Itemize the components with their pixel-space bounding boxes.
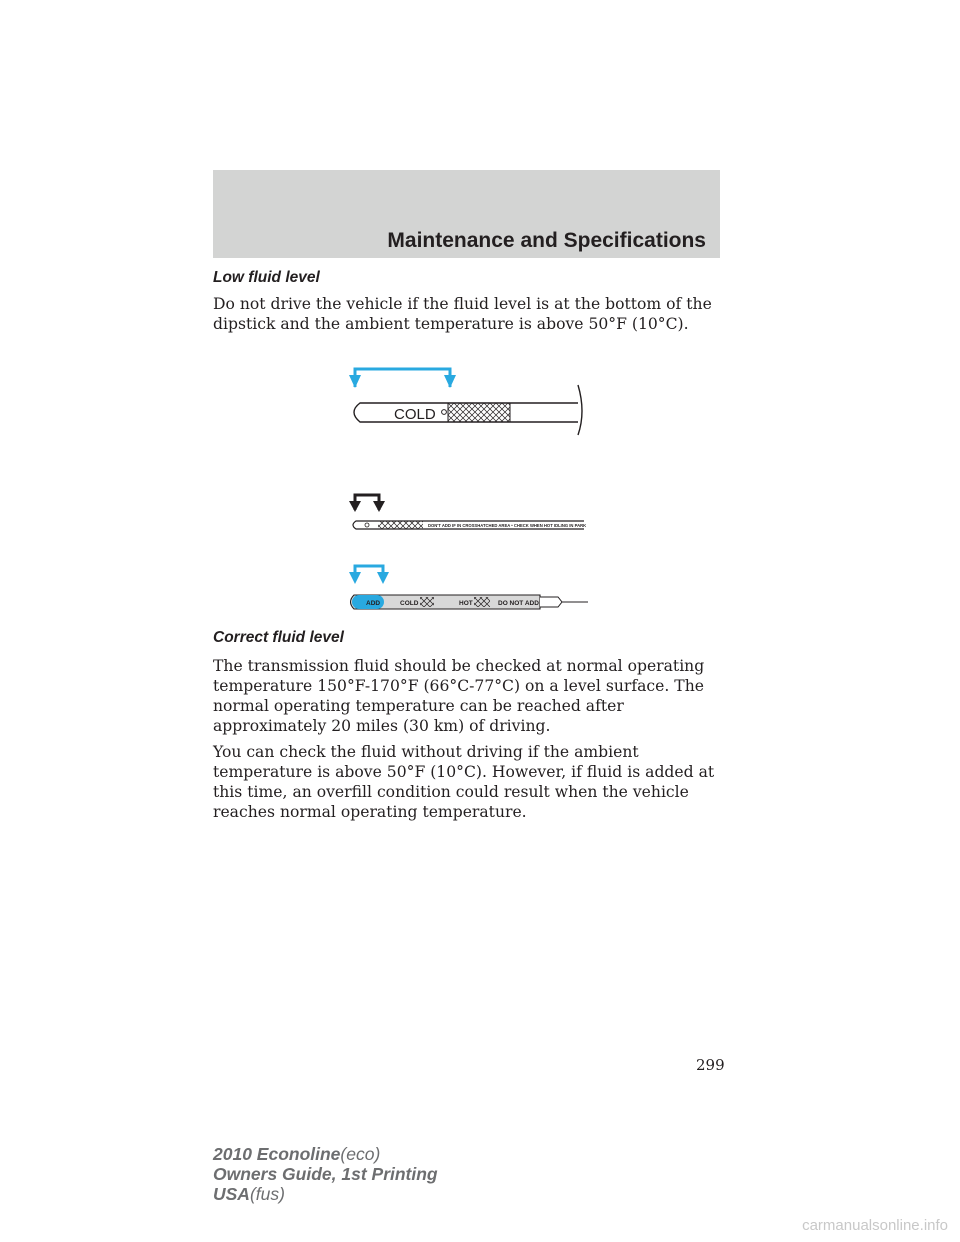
- dipstick-illustration: [340, 355, 600, 615]
- correct-fluid-paragraph-2: You can check the fluid without driving if the ambient temperature is above 50°F (10°C). However, if fluid is added at this time, an overfill condition could result when the vehicle reaches normal operating temperature.: [213, 743, 715, 821]
- low-level-indicator-arrow: [355, 369, 450, 387]
- footer-model: 2010 Econoline: [213, 1144, 341, 1164]
- dipstick-crosshatch-view: [349, 495, 586, 529]
- correct-fluid-heading: Correct fluid level: [213, 629, 344, 646]
- low-fluid-heading: Low fluid level: [213, 269, 320, 286]
- watermark: carmanualsonline.info: [802, 1217, 948, 1234]
- dipstick-range-view: [349, 566, 588, 609]
- arrow-head-right: [444, 375, 456, 388]
- cold-range-label: COLD: [400, 600, 419, 607]
- crosshatched-area: [448, 403, 510, 422]
- section-title: Maintenance and Specifications: [387, 229, 706, 252]
- do-not-add-label: DO NOT ADD: [498, 600, 539, 607]
- add-label: ADD: [366, 600, 381, 607]
- dipstick-cold-view: [349, 369, 582, 435]
- hot-range-label: HOT: [459, 600, 473, 607]
- footer-line-2: Owners Guide, 1st Printing: [213, 1164, 438, 1184]
- section-header-band: [213, 170, 720, 258]
- dipstick-instruction-label: DON'T ADD IF IN CROSSHATCHED AREA • CHECK WHEN HOT IDLING IN PARK: [428, 523, 587, 528]
- footer-country-code: (fus): [249, 1184, 285, 1204]
- footer-line-1: [213, 1144, 438, 1164]
- footer-line-3: [213, 1184, 438, 1204]
- footer-country: USA: [213, 1184, 250, 1204]
- arrow-head-left: [349, 375, 361, 388]
- page-number: 299: [696, 1056, 725, 1074]
- low-fluid-paragraph: Do not drive the vehicle if the fluid level is at the bottom of the dipstick and the ambient temperature is above 50°F (10°C).: [213, 295, 712, 333]
- document-footer: [213, 1144, 438, 1204]
- footer-model-code: (eco): [340, 1144, 381, 1164]
- cold-label: COLD: [394, 406, 436, 423]
- crosshatched-area: [378, 521, 423, 529]
- correct-fluid-paragraph-1: The transmission fluid should be checked at normal operating temperature 150°F-170°F (66°C-77°C) on a level surface. The normal operating temperature can be reached after approximately 20 miles (30 km) of driving.: [213, 657, 705, 735]
